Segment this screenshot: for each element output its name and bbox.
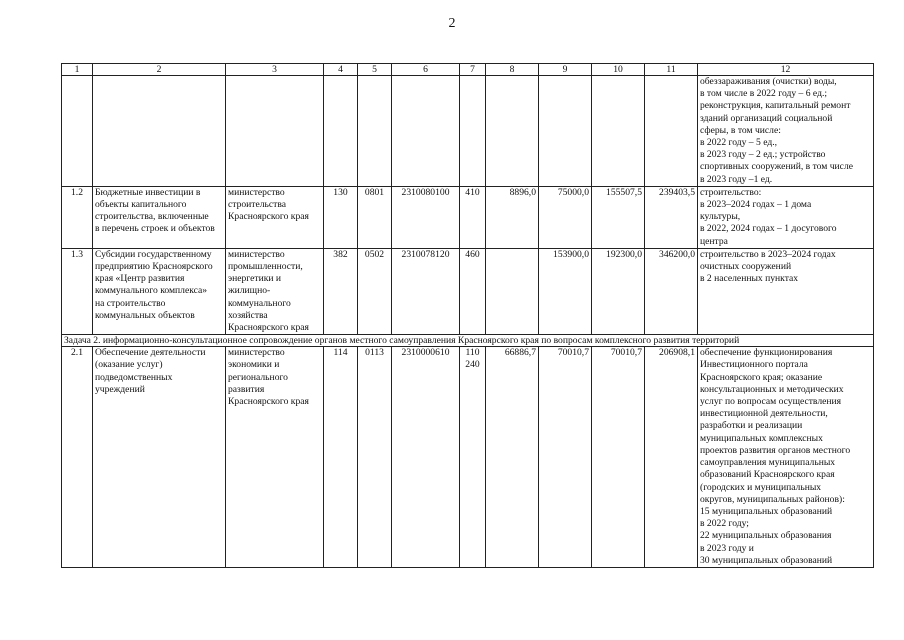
item-code-vr: 110 240 <box>460 347 486 568</box>
header-row <box>62 64 874 76</box>
header-col-11: 11 <box>645 64 698 76</box>
item-name: Бюджетные инвестиции в объекты капитального строительства, включенные в перечень строек и объектов <box>93 186 226 248</box>
table-cell-empty <box>486 76 539 187</box>
item-code-csr: 2310078120 <box>392 248 460 334</box>
result-description: строительство в 2023–2024 годах очистных сооружений в 2 населенных пунктах <box>698 248 874 334</box>
table-cell-empty <box>93 76 226 187</box>
item-code-grbs: 382 <box>324 248 358 334</box>
item-amount-2024: 70010,7 <box>592 347 645 568</box>
header-col-8: 8 <box>486 64 539 76</box>
item-administrator: министерство промышленности, энергетики и жилищно- коммунального хозяйства Красноярского края <box>226 248 324 334</box>
result-description: строительство: в 2023–2024 годах – 1 дома культуры, в 2022, 2024 годах – 1 досугового центра <box>698 186 874 248</box>
header-col-6: 6 <box>392 64 460 76</box>
table-row <box>62 347 874 568</box>
item-amount-2023: 75000,0 <box>539 186 592 248</box>
table-cell-empty <box>460 76 486 187</box>
header-col-12: 12 <box>698 64 874 76</box>
item-code-rzpr: 0113 <box>358 347 392 568</box>
item-amount-total: 206908,1 <box>645 347 698 568</box>
table-cell-empty <box>358 76 392 187</box>
header-col-10: 10 <box>592 64 645 76</box>
table-row-continuation <box>62 76 874 187</box>
result-description: обеззараживания (очистки) воды, в том числе в 2022 году – 6 ед.; реконструкция, капитальный ремонт зданий организаций социальной сферы, в том числе: в 2022 году – 5 ед., в 2023 году – 2 ед.; устройство спортивных сооружений, в том числе в 2023 году –1 ед. <box>698 76 874 187</box>
item-amount-total: 346200,0 <box>645 248 698 334</box>
item-amount-total: 239403,5 <box>645 186 698 248</box>
budget-table <box>61 63 874 568</box>
item-administrator: министерство строительства Красноярского края <box>226 186 324 248</box>
header-col-4: 4 <box>324 64 358 76</box>
task-row <box>62 335 874 347</box>
item-number: 1.2 <box>62 186 93 248</box>
header-col-1: 1 <box>62 64 93 76</box>
item-code-rzpr: 0502 <box>358 248 392 334</box>
item-amount-2022 <box>486 248 539 334</box>
item-amount-2024: 155507,5 <box>592 186 645 248</box>
table-cell-empty <box>592 76 645 187</box>
item-code-csr: 2310000610 <box>392 347 460 568</box>
item-code-vr: 460 <box>460 248 486 334</box>
header-col-5: 5 <box>358 64 392 76</box>
table-cell-empty <box>392 76 460 187</box>
item-code-grbs: 114 <box>324 347 358 568</box>
item-administrator: министерство экономики и регионального развития Красноярского края <box>226 347 324 568</box>
item-amount-2022: 8896,0 <box>486 186 539 248</box>
table-cell-empty <box>645 76 698 187</box>
item-amount-2023: 70010,7 <box>539 347 592 568</box>
header-col-9: 9 <box>539 64 592 76</box>
task-title: Задача 2. информационно-консультационное сопровождение органов местного самоуправления Красноярского края по вопросам комплексного развития территорий <box>62 335 874 347</box>
item-amount-2022: 66886,7 <box>486 347 539 568</box>
table-row <box>62 186 874 248</box>
item-amount-2024: 192300,0 <box>592 248 645 334</box>
item-code-csr: 2310080100 <box>392 186 460 248</box>
item-code-vr: 410 <box>460 186 486 248</box>
header-col-7: 7 <box>460 64 486 76</box>
item-code-grbs: 130 <box>324 186 358 248</box>
item-name: Субсидии государственному предприятию Красноярского края «Центр развития коммунального комплекса» на строительство коммунальных объектов <box>93 248 226 334</box>
table-cell-empty <box>539 76 592 187</box>
result-description: обеспечение функционирования Инвестиционного портала Красноярского края; оказание консультационных и методических услуг по вопросам осуществления инвестиционной деятельности, разработки и реализации муниципальных комплексных проектов развития органов местного самоуправления муниципальных образований Красноярского края (городских и муниципальных округов, муниципальных районов): 15 муниципальных образований в 2022 году; 22 муниципальных образования в 2023 году и 30 муниципальных образований <box>698 347 874 568</box>
item-number: 2.1 <box>62 347 93 568</box>
item-number: 1.3 <box>62 248 93 334</box>
header-col-3: 3 <box>226 64 324 76</box>
item-name: Обеспечение деятельности (оказание услуг) подведомственных учреждений <box>93 347 226 568</box>
table-cell-empty <box>226 76 324 187</box>
table-row <box>62 248 874 334</box>
table-cell-empty <box>62 76 93 187</box>
page-number: 2 <box>448 16 456 31</box>
table-cell-empty <box>324 76 358 187</box>
header-col-2: 2 <box>93 64 226 76</box>
item-code-rzpr: 0801 <box>358 186 392 248</box>
item-amount-2023: 153900,0 <box>539 248 592 334</box>
